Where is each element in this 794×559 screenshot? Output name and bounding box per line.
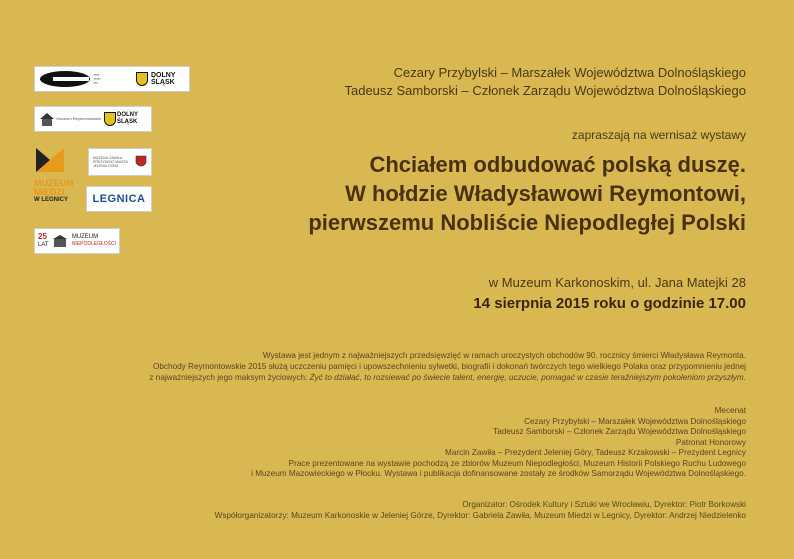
organizers	[215, 499, 746, 521]
credit-line: Marcin Zawiła – Prezydent Jeleniej Góry, Tadeusz Krzakowski – Prezydent Legnicy	[445, 448, 746, 457]
inviter-line: Tadeusz Samborski – Członek Zarządu Województwa Dolnośląskiego	[344, 83, 746, 98]
organizer-line: Organizator: Ośrodek Kultury i Sztuki we Wrocławiu, Dyrektor: Piotr Borkowski	[462, 500, 746, 509]
miedzi-mark-icon	[34, 146, 66, 174]
reymont-quote: Żyć to działać, to rozsiewać po świecie talent, energię, uczucie, pomagać w czasie teraźniejszym pokoleniom przyszłym.	[309, 373, 746, 382]
muzeum-niepodleglosci-logo: 25 LAT MUZEUM NIEPODLEGŁOŚCI	[34, 228, 120, 254]
description: Wystawa jest jednym z najważniejszych przedsięwzięć w ramach uroczystych obchodów 90. rocznicy śmierci Władysława Reymonta. Obchody Reymontowskie 2015 służą uczczeniu pamięci i upowszechnieniu sylwetki, biografii i dokonań twórczych tego wielkiego Polaka oraz przypomnieniu jednej z najważniejszych jego maksym życiowych: Żyć to działać, to rozsiewać po świecie talent, energię, uczucie, pomagać w czasie teraźniejszym pokoleniom przyszłym.	[149, 351, 746, 382]
okis-dolny-slask-logo: ▪▪▪▪ ▪▪▪▪▪ ▪▪▪ DOLNY ŚLĄSK	[34, 66, 190, 92]
title-line: Chciałem odbudować polską duszę.	[369, 152, 746, 177]
co-organizer-line: Współorganizatorzy: Muzeum Karkonoskie w Jeleniej Górze, Dyrektor: Gabriela Zawiła, Muzeum Miedzi w Legnicy, Dyrektor: Andrzej Niedzielenko	[214, 511, 746, 520]
okis-mark-icon	[39, 70, 91, 88]
inviters	[344, 64, 746, 100]
event-date: 14 sierpnia 2015 roku o godzinie 17.00	[473, 295, 746, 312]
credit-line: i Muzeum Mazowieckiego w Płocku. Wystawa i publikacja dofinansowane zostały ze środków Samorządu Województwa Dolnośląskiego.	[251, 469, 746, 478]
eagle-icon	[136, 72, 148, 86]
credits	[251, 406, 746, 480]
credit-heading: Patronat Honorowy	[675, 437, 746, 447]
legnica-logo: LEGNICA	[86, 186, 152, 212]
title-line: pierwszemu Nobliście Niepodległej Polski	[308, 210, 746, 235]
credit-line: Cezary Przybylski – Marszałek Województwa Dolnośląskiego	[524, 416, 746, 426]
credit-heading: Mecenat	[714, 406, 746, 415]
manor-icon	[39, 111, 55, 127]
invite-lead: zapraszają na wernisaż wystawy	[571, 128, 746, 142]
eagle-icon	[104, 112, 116, 126]
credit-line: Tadeusz Samborski – Członek Zarządu Województwa Dolnośląskiego	[493, 427, 746, 436]
dolny-slask-label: DOLNY ŚLĄSK	[150, 72, 176, 86]
reymont-museum-logo: Muzeum Reymontowskie DOLNY ŚLĄSK	[34, 106, 152, 132]
patronage-logo: MUZEUM ZAWIŁA PREZYDENT MIASTA JELENIA GÓRA	[88, 148, 152, 176]
exhibition-title	[308, 150, 746, 237]
inviter-line: Cezary Przybylski – Marszałek Województwa Dolnośląskiego	[393, 65, 746, 80]
title-line: W hołdzie Władysławowi Reymontowi,	[345, 181, 746, 206]
building-icon	[52, 234, 68, 248]
venue: w Muzeum Karkonoskim, ul. Jana Matejki 28	[488, 275, 746, 290]
credit-line: Prace prezentowane na wystawie pochodzą ze zbiorów Muzeum Niepodległości, Muzeum Historii Polskiego Ruchu Ludowego	[288, 458, 746, 468]
crest-icon	[135, 155, 147, 169]
muzeum-miedzi-logo: MUZEUM MIEDZI W LEGNICY	[34, 146, 68, 212]
